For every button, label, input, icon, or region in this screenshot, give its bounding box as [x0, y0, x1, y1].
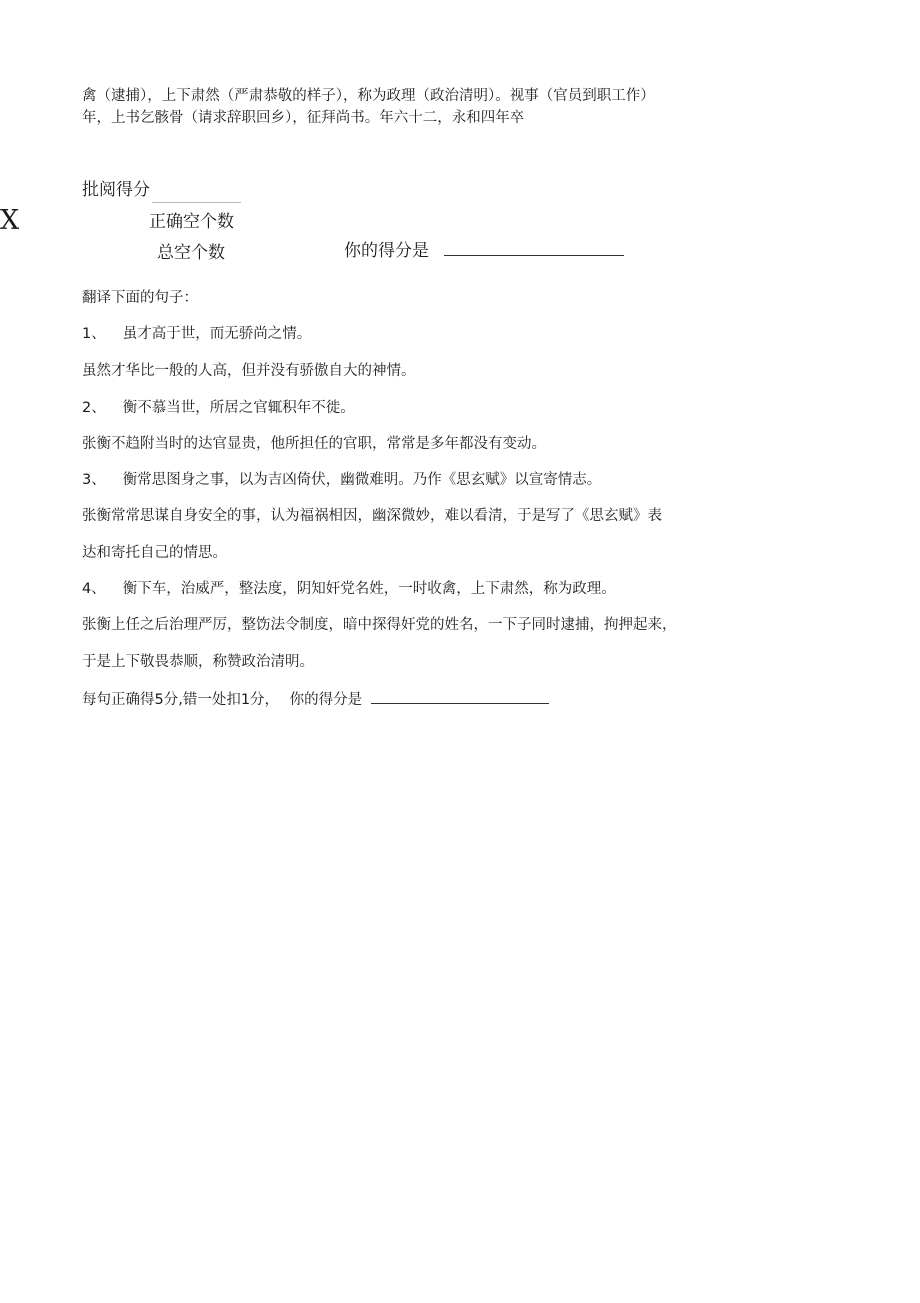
- scoring-rule: 每句正确得5分,错一处扣1分，: [82, 692, 280, 708]
- total-count-label: 总空个数: [157, 243, 225, 263]
- scoring-line: [82, 690, 549, 709]
- translation-4b: 于是上下敬畏恭顺，称赞政治清明。: [82, 654, 314, 670]
- question-1: [82, 325, 311, 343]
- question-2: [82, 399, 355, 417]
- translation-1: 虽然才华比一般的人高，但并没有骄傲自大的神情。: [82, 363, 416, 379]
- question-number: 2、: [82, 400, 106, 416]
- translation-4a: 张衡上任之后治理严厉，整饬法令制度，暗中探得奸党的姓名，一下子同时逮捕，拘押起来，: [82, 617, 677, 633]
- question-4: [82, 580, 616, 598]
- question-sentence: 虽才高于世，而无骄尚之情。: [122, 326, 312, 342]
- question-3: [82, 471, 601, 489]
- grading-divider: [152, 202, 241, 203]
- question-sentence: 衡不慕当世，所居之官辄积年不徙。: [122, 400, 355, 416]
- score-label-bottom: 你的得分是: [289, 692, 363, 708]
- text-line-2: 年，上书乞骸骨（请求辞职回乡），征拜尚书。年六十二，永和四年卒: [82, 110, 525, 126]
- exercise-prompt: 翻译下面的句子：: [82, 290, 198, 306]
- correct-count-label: 正确空个数: [149, 212, 234, 232]
- x-mark-icon: X: [0, 205, 20, 236]
- score-blank[interactable]: [444, 241, 624, 256]
- score-label: 你的得分是: [344, 241, 429, 261]
- question-number: 3、: [82, 472, 106, 488]
- translation-2: 张衡不趋附当时的达官显贵，他所担任的官职，常常是多年都没有变动。: [82, 436, 546, 452]
- question-sentence: 衡常思图身之事，以为吉凶倚伏，幽微难明。乃作《思玄赋》以宣寄情志。: [122, 472, 602, 488]
- score-blank-bottom[interactable]: [371, 690, 549, 704]
- question-sentence: 衡下车，治威严，整法度，阴知奸党名姓，一时收禽，上下肃然，称为政理。: [122, 581, 616, 597]
- translation-3a: 张衡常常思谋自身安全的事，认为福祸相因，幽深微妙，难以看清，于是写了《思玄赋》表: [82, 508, 662, 524]
- score-line-top: [344, 241, 624, 260]
- grading-label: 批阅得分: [82, 180, 150, 200]
- question-number: 1、: [82, 326, 106, 342]
- translation-3b: 达和寄托自己的情思。: [82, 545, 227, 561]
- text-line-1: 禽（逮捕），上下肃然（严肃恭敬的样子），称为政理（政治清明）。视事（官员到职工作）: [82, 88, 655, 104]
- question-number: 4、: [82, 581, 106, 597]
